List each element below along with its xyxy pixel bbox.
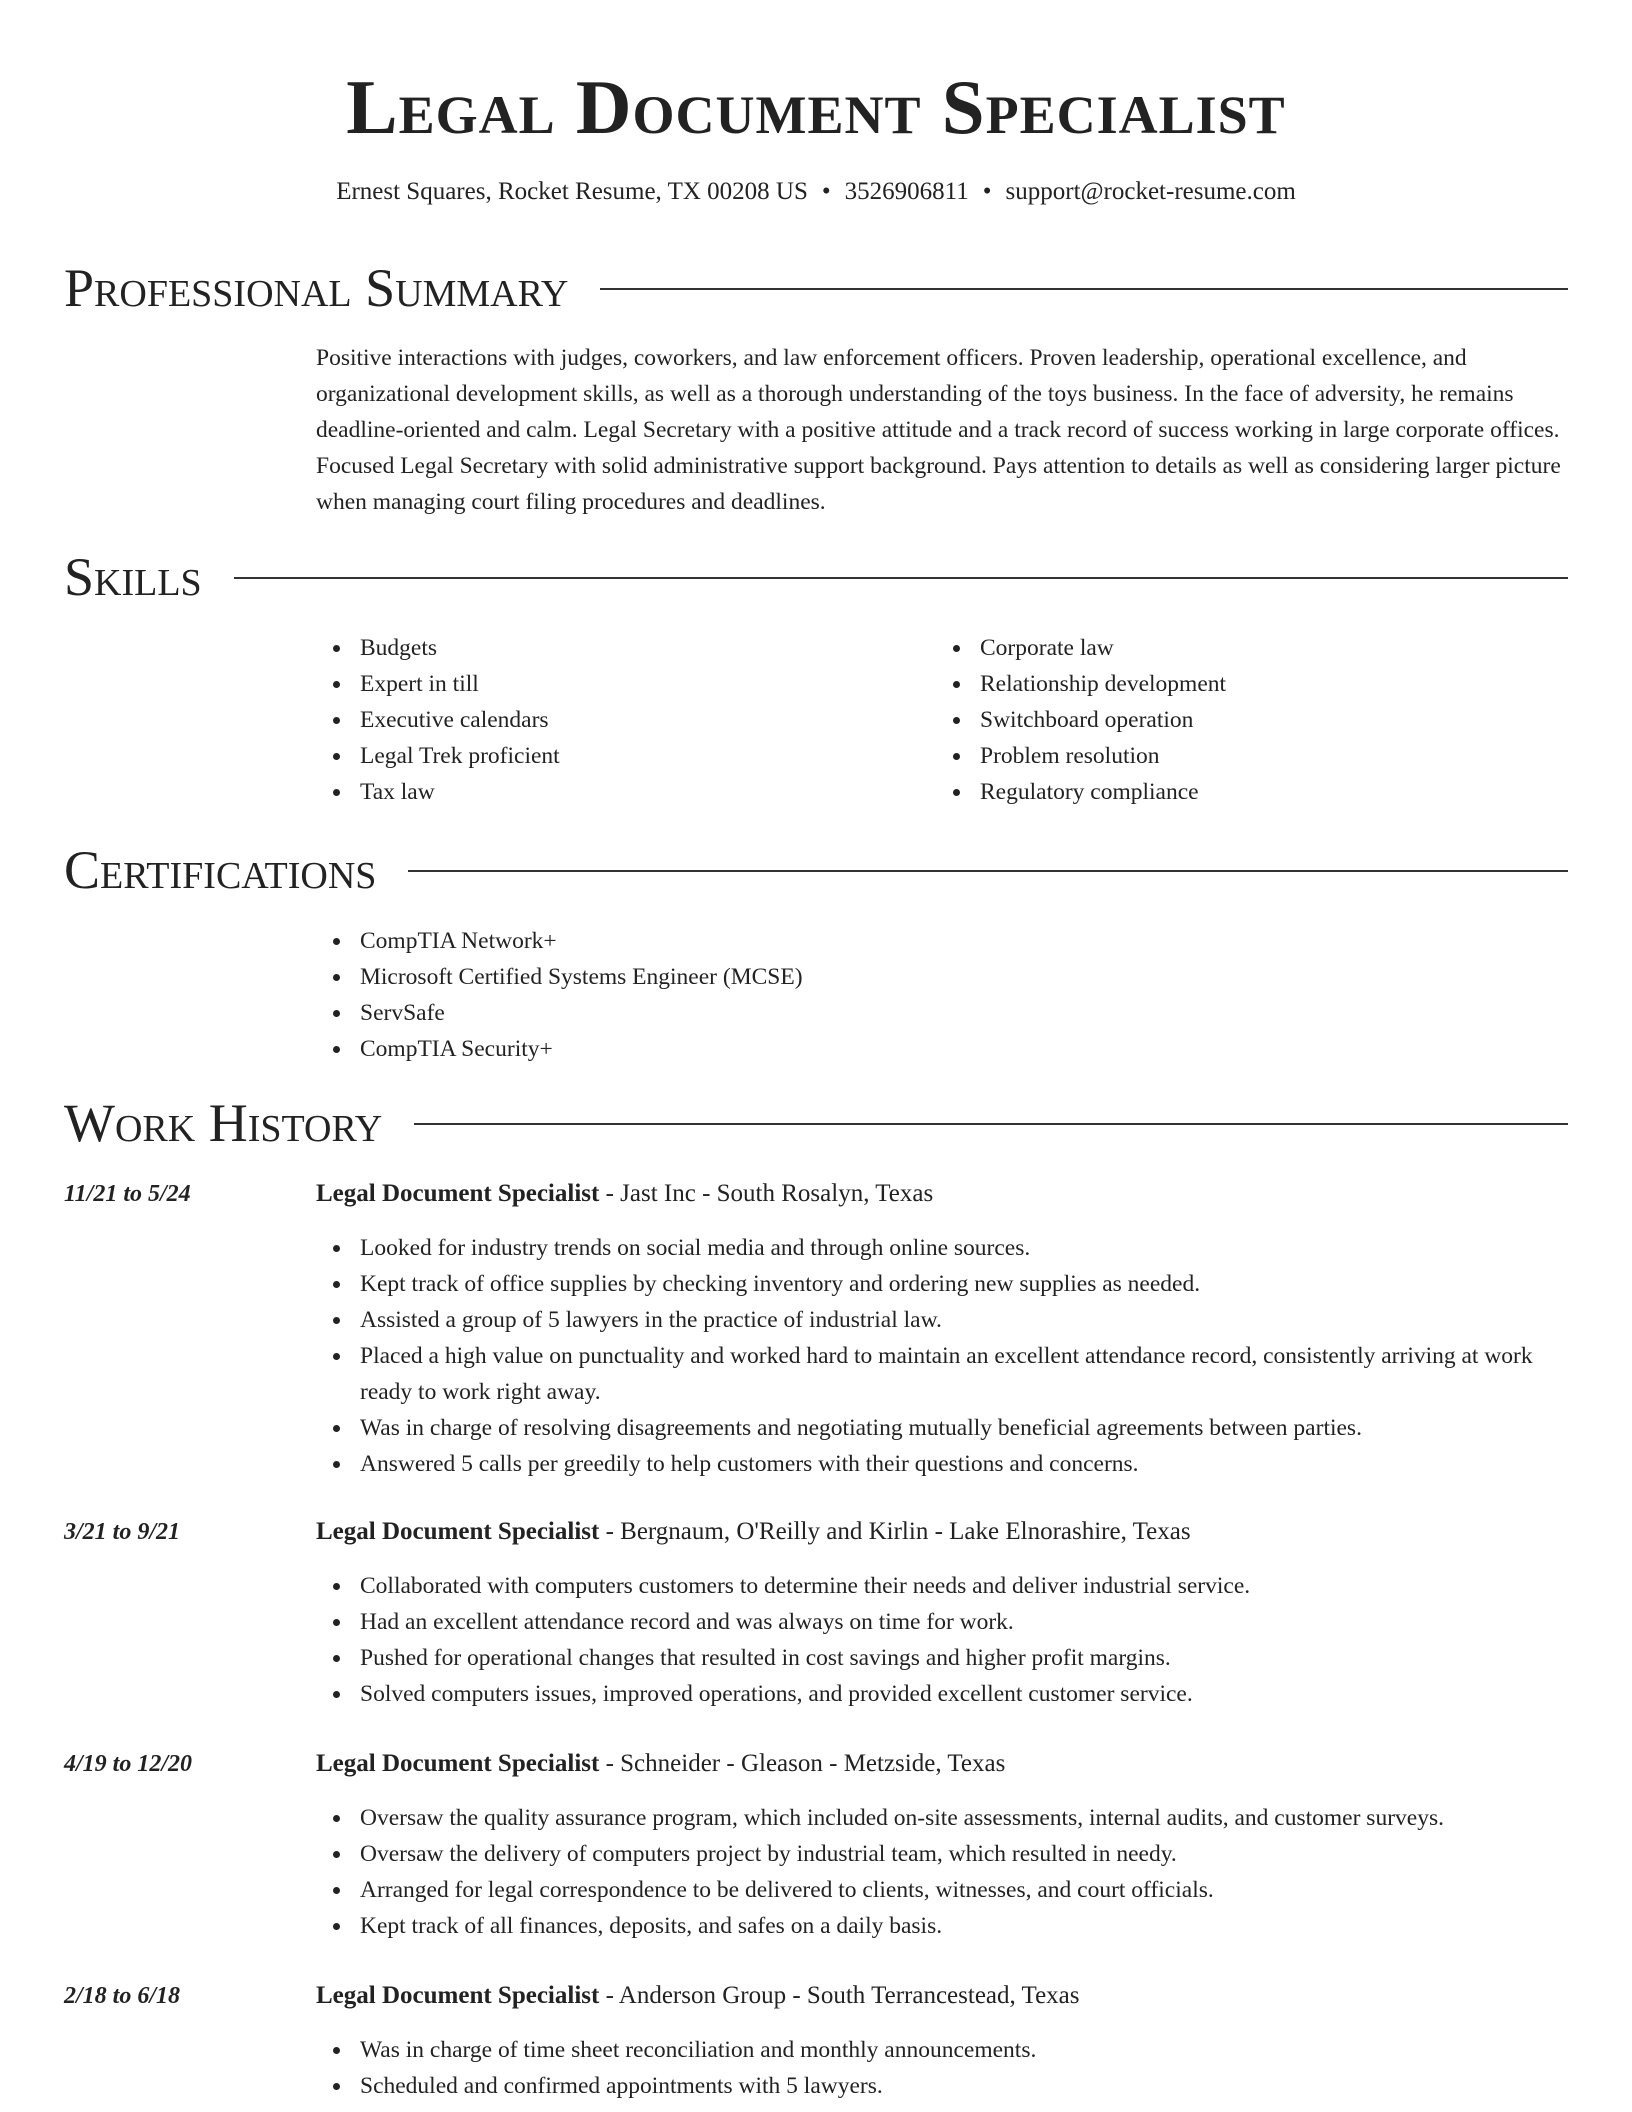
contact-separator: •	[982, 178, 992, 205]
skills-heading-row	[64, 545, 1568, 609]
skill-item: Problem resolution	[936, 738, 1556, 774]
skills-heading: Skills	[64, 547, 202, 607]
work-history-heading: Work History	[64, 1093, 383, 1153]
skill-item: Executive calendars	[316, 702, 876, 738]
job-bullets	[316, 1568, 1568, 1712]
job-bullet: Scheduled and confirmed appointments with 5 lawyers.	[316, 2068, 1568, 2104]
job-employer: - Schneider - Gleason - Metzside, Texas	[599, 1750, 1006, 1777]
section-divider	[414, 1123, 1568, 1125]
skills-list-right	[936, 630, 1556, 810]
summary-heading-row	[64, 256, 1568, 320]
job-bullet: Kept track of office supplies by checking inventory and ordering new supplies as needed.	[316, 1266, 1568, 1302]
job-employer: - Bergnaum, O'Reilly and Kirlin - Lake Elnorashire, Texas	[599, 1518, 1191, 1545]
job-bullets	[316, 1230, 1568, 1482]
summary-heading: Professional Summary	[64, 258, 569, 318]
job-title: Legal Document Specialist	[316, 1518, 600, 1545]
section-divider	[600, 288, 1568, 290]
certification-item: Microsoft Certified Systems Engineer (MCSE)	[316, 959, 1568, 995]
job-dates: 3/21 to 9/21	[64, 1519, 181, 1545]
skill-item: Budgets	[316, 630, 876, 666]
job-bullet: Oversaw the quality assurance program, which included on-site assessments, internal audits, and customer surveys.	[316, 1800, 1568, 1836]
certification-item: CompTIA Security+	[316, 1031, 1568, 1067]
resume-title: Legal Document Specialist	[346, 64, 1286, 150]
section-divider	[234, 577, 1568, 579]
contact-phone: 3526906811	[844, 178, 969, 205]
section-divider	[408, 870, 1568, 872]
job-title: Legal Document Specialist	[316, 1750, 600, 1777]
skill-item: Legal Trek proficient	[316, 738, 876, 774]
contact-email: support@rocket-resume.com	[1005, 178, 1296, 205]
job-header	[316, 1176, 1568, 1212]
job-bullet: Had an excellent attendance record and was always on time for work.	[316, 1604, 1568, 1640]
job-dates: 4/19 to 12/20	[64, 1751, 193, 1777]
summary-text: Positive interactions with judges, coworkers, and law enforcement officers. Proven leadership, operational excellence, and organizational development skills, as well as a thorough understanding of the toys business. In the face of adversity, he remains deadline-oriented and calm. Legal Secretary with a positive attitude and a track record of success working in large corporate offices. Focused Legal Secretary with solid administrative support background. Pays attention to details as well as considering larger picture when managing court filing procedures and deadlines.	[316, 345, 1561, 515]
contact-line	[0, 176, 1632, 208]
job-title: Legal Document Specialist	[316, 1180, 600, 1207]
certifications-list	[316, 923, 1568, 1067]
job-bullet: Pushed for operational changes that resulted in cost savings and higher profit margins.	[316, 1640, 1568, 1676]
job-header	[316, 1978, 1568, 2014]
certifications-heading-row	[64, 838, 1568, 902]
job-bullets	[316, 1800, 1568, 1944]
skill-item: Switchboard operation	[936, 702, 1556, 738]
contact-separator: •	[821, 178, 831, 205]
job-employer: - Jast Inc - South Rosalyn, Texas	[599, 1180, 934, 1207]
skill-item: Tax law	[316, 774, 876, 810]
certifications-heading: Certifications	[64, 840, 377, 900]
certification-item: CompTIA Network+	[316, 923, 1568, 959]
skills-list-left	[316, 630, 876, 810]
job-bullet: Arranged for legal correspondence to be delivered to clients, witnesses, and court officials.	[316, 1872, 1568, 1908]
job-bullet: Answered 5 calls per greedily to help customers with their questions and concerns.	[316, 1446, 1568, 1482]
job-header	[316, 1746, 1568, 1782]
job-dates: 2/18 to 6/18	[64, 1983, 181, 2009]
job-bullets	[316, 2032, 1568, 2104]
contact-address: Ernest Squares, Rocket Resume, TX 00208 US	[336, 178, 808, 205]
job-bullet: Was in charge of resolving disagreements and negotiating mutually beneficial agreements between parties.	[316, 1410, 1568, 1446]
job-bullet: Kept track of all finances, deposits, and safes on a daily basis.	[316, 1908, 1568, 1944]
job-title: Legal Document Specialist	[316, 1982, 600, 2009]
job-bullet: Oversaw the delivery of computers project by industrial team, which resulted in needy.	[316, 1836, 1568, 1872]
certification-item: ServSafe	[316, 995, 1568, 1031]
job-employer: - Anderson Group - South Terrancestead, Texas	[599, 1982, 1080, 2009]
job-bullet: Was in charge of time sheet reconciliation and monthly announcements.	[316, 2032, 1568, 2068]
skill-item: Corporate law	[936, 630, 1556, 666]
job-bullet: Solved computers issues, improved operations, and provided excellent customer service.	[316, 1676, 1568, 1712]
job-header	[316, 1514, 1568, 1550]
skill-item: Relationship development	[936, 666, 1556, 702]
skill-item: Regulatory compliance	[936, 774, 1556, 810]
job-bullet: Placed a high value on punctuality and worked hard to maintain an excellent attendance record, consistently arriving at work ready to work right away.	[316, 1338, 1568, 1410]
job-bullet: Assisted a group of 5 lawyers in the practice of industrial law.	[316, 1302, 1568, 1338]
job-dates: 11/21 to 5/24	[64, 1181, 191, 1207]
job-bullet: Looked for industry trends on social media and through online sources.	[316, 1230, 1568, 1266]
skill-item: Expert in till	[316, 666, 876, 702]
work-history-heading-row	[64, 1091, 1568, 1155]
job-bullet: Collaborated with computers customers to determine their needs and deliver industrial service.	[316, 1568, 1568, 1604]
